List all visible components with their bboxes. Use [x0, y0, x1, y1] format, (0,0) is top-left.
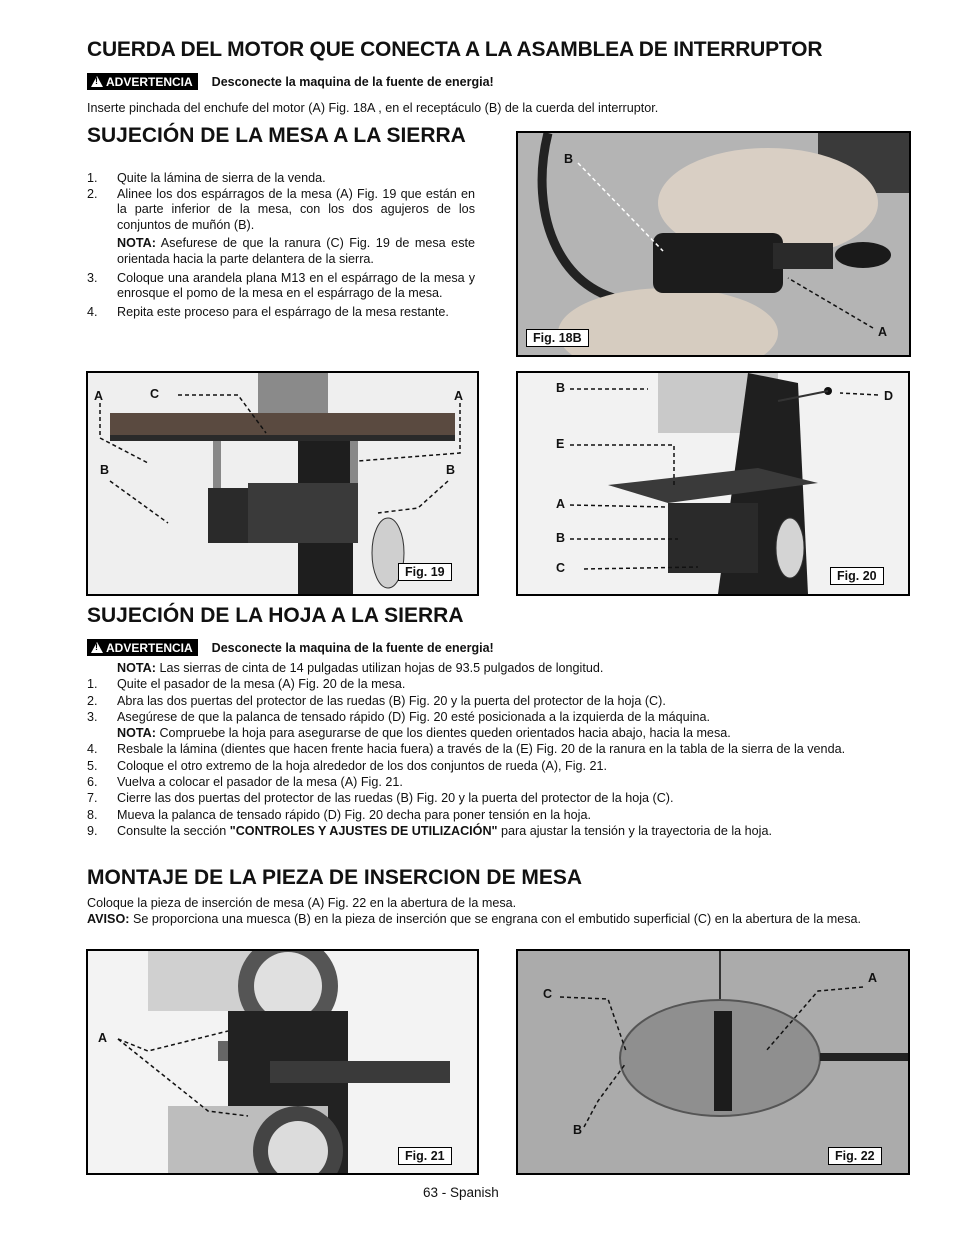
warning-badge: ! ADVERTENCIA [87, 639, 198, 656]
callout-b-left: B [100, 463, 110, 477]
hoja-note-2: NOTA: Compruebe la hoja para asegurarse de que los dientes queden orientados hacia abajo, hacia la mesa. [117, 726, 731, 741]
warning-triangle-icon [91, 76, 103, 87]
figure-21 [86, 949, 479, 1175]
inserto-aviso: AVISO: Se proporciona una muesca (B) en la pieza de inserción que se engrana con el embutido superficial (C) en la abertura de la mesa. [87, 911, 862, 926]
callout-a: A [98, 1031, 108, 1045]
figure-18b-photo [518, 133, 909, 355]
warning-text: Desconecte la maquina de la fuente de energia! [211, 640, 494, 655]
warning-text: Desconecte la maquina de la fuente de energia! [211, 74, 494, 89]
figure-21-photo [88, 951, 477, 1173]
list-item: 3. Asegúrese de que la palanca de tensado rápido (D) Fig. 20 esté posicionada a la izquierda de la máquina. [87, 709, 710, 724]
warning-row-2 [87, 639, 494, 656]
figure-20-photo [518, 373, 908, 594]
heading-inserto: MONTAJE DE LA PIEZA DE INSERCION DE MESA [87, 866, 583, 889]
callout-c: C [543, 987, 553, 1001]
callout-b: B [564, 152, 574, 166]
callout-b-bottom: B [556, 531, 566, 545]
mesa-steps [87, 171, 475, 320]
warning-row-1 [87, 73, 494, 90]
heading-mesa: SUJECIÓN DE LA MESA A LA SIERRA [87, 124, 466, 147]
heading-motor: CUERDA DEL MOTOR QUE CONECTA A LA ASAMBLEA DE INTERRUPTOR [87, 38, 823, 61]
list-item: 2. Abra las dos puertas del protector de las ruedas (B) Fig. 20 y la puerta del protector de la hoja (C). [87, 693, 666, 708]
page-footer: 63 - Spanish [423, 1185, 499, 1200]
figure-19 [86, 371, 479, 596]
mesa-note: NOTA: Asefurese de que la ranura (C) Fig. 19 de mesa este orientada hacia la parte delantera de la sierra. [117, 236, 475, 266]
list-item: 1. Quite la lámina de sierra de la venda. [87, 171, 326, 185]
figure-label: Fig. 20 [830, 567, 884, 585]
figure-18b [516, 131, 911, 357]
figure-20 [516, 371, 910, 596]
figure-label: Fig. 21 [398, 1147, 452, 1165]
figure-19-photo [88, 373, 477, 594]
list-item: 1. Quite el pasador de la mesa (A) Fig. 20 de la mesa. [87, 677, 406, 692]
list-item: 4. Repita este proceso para el espárrago de la mesa restante. [87, 304, 449, 319]
inserto-text-block [87, 896, 907, 927]
figure-label: Fig. 22 [828, 1147, 882, 1165]
warning-triangle-icon [91, 642, 103, 653]
callout-c: C [556, 561, 566, 575]
list-item: 5. Coloque el otro extremo de la hoja alrededor de los dos conjuntos de rueda (A), Fig. 21. [87, 758, 608, 773]
callout-a-right: A [454, 389, 464, 403]
motor-text: Inserte pinchada del enchufe del motor (A) Fig. 18A , en el receptáculo (B) de la cuerda del interruptor. [87, 101, 659, 115]
callout-b-right: B [446, 463, 456, 477]
list-item: 9. Consulte la sección "CONTROLES Y AJUSTES DE UTILIZACIÓN" para ajustar la tensión y la trayectoria de la hoja. [87, 823, 772, 838]
callout-b-top: B [556, 381, 566, 395]
callout-a: A [878, 325, 888, 339]
inserto-text: Coloque la pieza de inserción de mesa (A) Fig. 22 en la abertura de la mesa. [87, 896, 517, 910]
list-item: 8. Mueva la palanca de tensado rápido (D) Fig. 20 decha para poner tensión en la hoja. [87, 807, 591, 822]
callout-e: E [556, 437, 565, 451]
callout-d: D [884, 389, 894, 403]
figure-label: Fig. 19 [398, 563, 452, 581]
list-item: 3. Coloque una arandela plana M13 en el espárrago de la mesa y enrosque el pomo de la mesa en el espárrago de la mesa. [87, 270, 475, 301]
hoja-note-1: NOTA: Las sierras de cinta de 14 pulgadas utilizan hojas de 93.5 pulgados de longitud. [117, 661, 604, 675]
list-item: 6. Vuelva a colocar el pasador de la mesa (A) Fig. 21. [87, 775, 403, 790]
callout-c: C [150, 387, 160, 401]
figure-22 [516, 949, 910, 1175]
callout-a: A [556, 497, 566, 511]
figure-22-photo [518, 951, 908, 1173]
list-item: 7. Cierre las dos puertas del protector de las ruedas (B) Fig. 20 y la puerta del protector de la hoja (C). [87, 791, 674, 806]
callout-a: A [868, 971, 878, 985]
list-item: 4. Resbale la lámina (dientes que hacen frente hacia fuera) a través de la (E) Fig. 20 de la ranura en la tabla de la sierra de la venda. [87, 742, 846, 757]
callout-a-left: A [94, 389, 104, 403]
hoja-steps [87, 660, 907, 839]
heading-hoja: SUJECIÓN DE LA HOJA A LA SIERRA [87, 604, 464, 627]
callout-b: B [573, 1123, 583, 1137]
warning-badge: ! ADVERTENCIA [87, 73, 198, 90]
list-item: 2. Alinee los dos espárragos de la mesa (A) Fig. 19 que están en la parte inferior de la mesa, con los dos agujeros de los conjuntos de muñón (B). [87, 186, 475, 232]
figure-label: Fig. 18B [526, 329, 589, 347]
